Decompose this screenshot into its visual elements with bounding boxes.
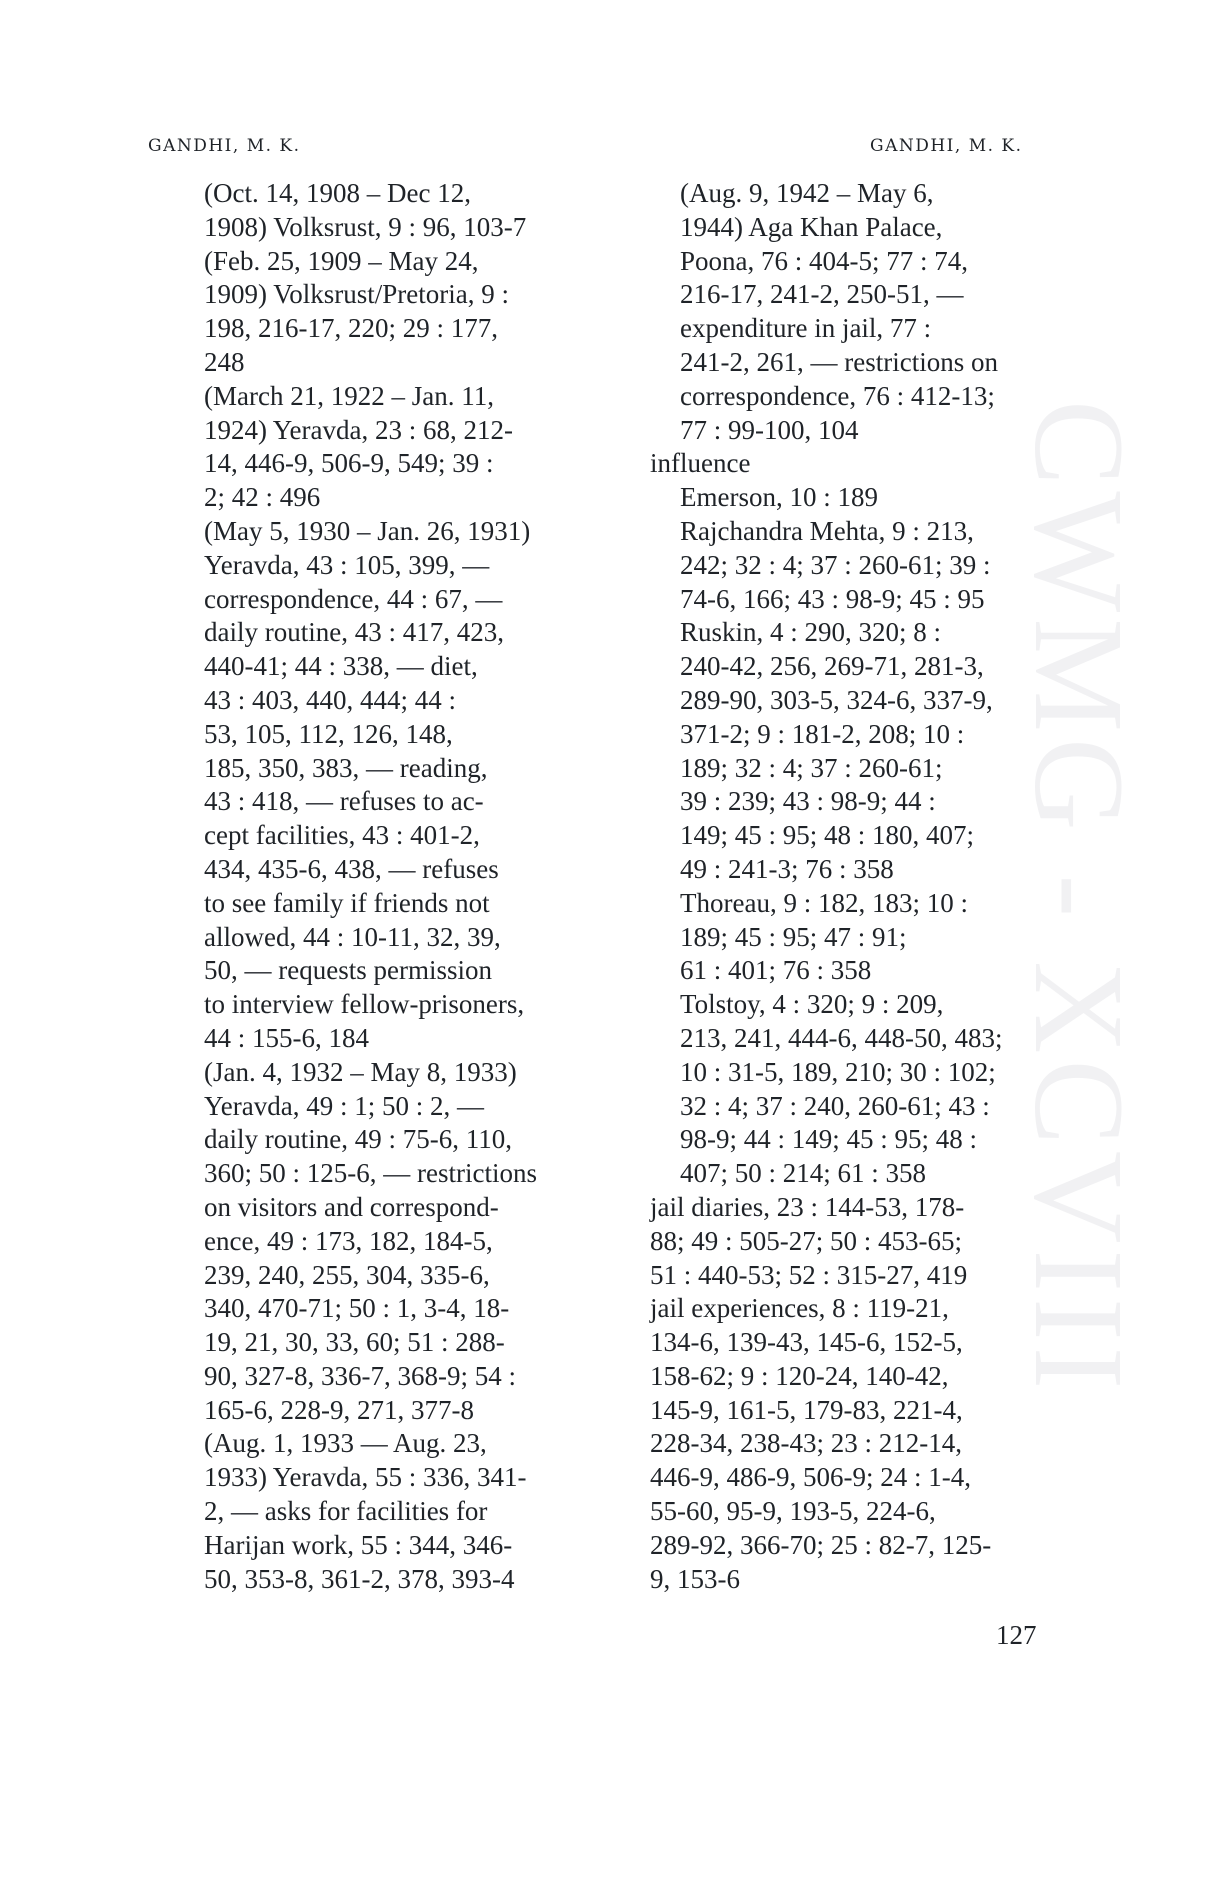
index-line: 74-6, 166; 43 : 98-9; 45 : 95 [680,583,985,614]
running-head-left: GANDHI, M. K. [148,136,301,156]
index-line: 1933) Yeravda, 55 : 336, 341- [204,1462,527,1493]
index-line: Emerson, 10 : 189 [680,482,878,513]
index-line: 88; 49 : 505-27; 50 : 453-65; [650,1225,962,1256]
index-line: 340, 470-71; 50 : 1, 3-4, 18- [204,1293,510,1324]
index-line: 43 : 403, 440, 444; 44 : [204,684,457,715]
index-line: to interview fellow-prisoners, [204,989,525,1020]
index-line: Tolstoy, 4 : 320; 9 : 209, [680,989,944,1020]
index-heading: jail experiences, 8 : 119-21, [650,1293,949,1324]
index-line: (Oct. 14, 1908 – Dec 12, [204,178,471,208]
index-line: 1909) Volksrust/Pretoria, 9 : [204,279,510,310]
index-line: allowed, 44 : 10-11, 32, 39, [204,921,501,952]
index-line: Thoreau, 9 : 182, 183; 10 : [680,887,968,918]
index-line: 2, — asks for facilities for [204,1496,488,1527]
index-line: daily routine, 43 : 417, 423, [204,617,504,648]
index-line: 248 [204,346,245,377]
index-line: 242; 32 : 4; 37 : 260-61; 39 : [680,549,991,580]
index-line: 55-60, 95-9, 193-5, 224-6, [650,1496,936,1527]
index-line: 134-6, 139-43, 145-6, 152-5, [650,1327,963,1358]
index-line: 1944) Aga Khan Palace, [680,211,943,242]
index-line: 240-42, 256, 269-71, 281-3, [680,651,984,682]
index-line: 446-9, 486-9, 506-9; 24 : 1-4, [650,1462,971,1493]
index-line: (May 5, 1930 – Jan. 26, 1931) [204,515,531,546]
index-line: 19, 21, 30, 33, 60; 51 : 288- [204,1327,505,1358]
index-line: 185, 350, 383, — reading, [204,752,488,783]
index-line: 14, 446-9, 506-9, 549; 39 : [204,448,494,479]
index-line: 407; 50 : 214; 61 : 358 [680,1158,927,1189]
index-line: ence, 49 : 173, 182, 184-5, [204,1225,493,1256]
index-column-left [204,177,564,1596]
watermark: CWMG - XCVIII [1008,400,1150,1396]
index-line: 149; 45 : 95; 48 : 180, 407; [680,820,975,851]
index-line: 360; 50 : 125-6, — restrictions [204,1158,537,1189]
running-head-right: GANDHI, M. K. [870,136,1023,156]
index-line: 239, 240, 255, 304, 335-6, [204,1259,490,1290]
index-line: 77 : 99-100, 104 [680,414,859,445]
index-line: 32 : 4; 37 : 240, 260-61; 43 : [680,1090,990,1121]
index-line: 2; 42 : 496 [204,482,321,513]
index-line: 289-90, 303-5, 324-6, 337-9, [680,684,993,715]
index-line: Yeravda, 43 : 105, 399, — [204,549,490,580]
index-line: Harijan work, 55 : 344, 346- [204,1529,513,1560]
index-line: daily routine, 49 : 75-6, 110, [204,1124,512,1155]
index-line: 39 : 239; 43 : 98-9; 44 : [680,786,936,817]
index-line: 43 : 418, — refuses to ac- [204,786,484,817]
index-line: 189; 32 : 4; 37 : 260-61; [680,752,943,783]
index-line: 371-2; 9 : 181-2, 208; 10 : [680,718,965,749]
index-line: on visitors and correspond- [204,1191,499,1222]
index-line: correspondence, 44 : 67, — [204,583,503,614]
index-line: 1924) Yeravda, 23 : 68, 212- [204,414,513,445]
index-line: 53, 105, 112, 126, 148, [204,718,453,749]
index-line: (Feb. 25, 1909 – May 24, [204,245,479,276]
index-line: to see family if friends not [204,887,490,918]
index-line: Poona, 76 : 404-5; 77 : 74, [680,245,968,276]
index-line: Ruskin, 4 : 290, 320; 8 : [680,617,942,648]
index-line: 198, 216-17, 220; 29 : 177, [204,313,498,344]
index-line: (Jan. 4, 1932 – May 8, 1933) [204,1056,517,1087]
index-line: 61 : 401; 76 : 358 [680,955,872,986]
page-number: 127 [996,1620,1037,1650]
index-line: 145-9, 161-5, 179-83, 221-4, [650,1394,963,1425]
index-line: 51 : 440-53; 52 : 315-27, 419 [650,1259,968,1290]
index-line: 440-41; 44 : 338, — diet, [204,651,478,682]
index-line: (March 21, 1922 – Jan. 11, [204,380,494,411]
index-line: 50, 353-8, 361-2, 378, 393-4 [204,1563,515,1594]
index-line: 158-62; 9 : 120-24, 140-42, [650,1360,949,1391]
index-line: (Aug. 9, 1942 – May 6, [680,178,934,208]
index-line: 434, 435-6, 438, — refuses [204,853,499,884]
index-heading: jail diaries, 23 : 144-53, 178- [650,1191,965,1222]
index-line: 90, 327-8, 336-7, 368-9; 54 : [204,1360,516,1391]
index-line: expenditure in jail, 77 : [680,313,932,344]
index-line: correspondence, 76 : 412-13; [680,380,995,411]
index-line: 189; 45 : 95; 47 : 91; [680,921,907,952]
index-line: 98-9; 44 : 149; 45 : 95; 48 : [680,1124,977,1155]
index-line: Rajchandra Mehta, 9 : 213, [680,515,974,546]
index-line: 44 : 155-6, 184 [204,1022,369,1053]
index-line: 1908) Volksrust, 9 : 96, 103-7 [204,211,527,242]
index-heading: influence [650,448,751,479]
index-line: 9, 153-6 [650,1563,740,1594]
index-line: 216-17, 241-2, 250-51, — [680,279,964,310]
index-column-right [650,177,1042,1596]
index-line: 228-34, 238-43; 23 : 212-14, [650,1428,962,1459]
index-line: 50, — requests permission [204,955,492,986]
index-line: 289-92, 366-70; 25 : 82-7, 125- [650,1529,992,1560]
index-line: 241-2, 261, — restrictions on [680,346,998,377]
index-line: 165-6, 228-9, 271, 377-8 [204,1394,474,1425]
index-line: 10 : 31-5, 189, 210; 30 : 102; [680,1056,996,1087]
index-line: Yeravda, 49 : 1; 50 : 2, — [204,1090,484,1121]
index-line: 49 : 241-3; 76 : 358 [680,853,894,884]
index-line: (Aug. 1, 1933 — Aug. 23, [204,1428,487,1459]
index-line: cept facilities, 43 : 401-2, [204,820,480,851]
index-line: 213, 241, 444-6, 448-50, 483; [680,1022,1003,1053]
